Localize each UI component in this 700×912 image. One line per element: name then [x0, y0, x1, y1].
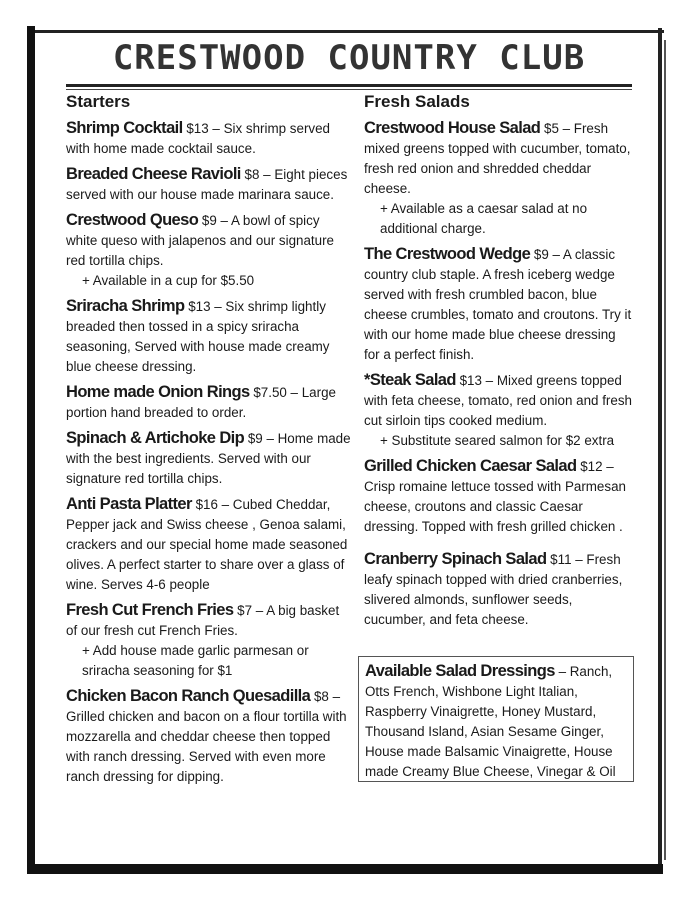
item-name: Anti Pasta Platter — [66, 495, 192, 513]
item-description: $13 – Mixed greens topped with feta cheese, tomato, red onion and fresh cut sirloin tips cooked medium. — [364, 373, 632, 428]
menu-item — [66, 296, 352, 377]
item-description: $9 – A classic country club staple. A fresh iceberg wedge served with fresh crumbled bacon, blue cheese crumbles, tomato and croutons. Try it with our home made blue cheese dressing for a perfect finish. — [364, 247, 632, 362]
item-name: Cranberry Spinach Salad — [364, 550, 547, 568]
item-description: $5 – Fresh mixed greens topped with cucumber, tomato, fresh red onion and shredded cheddar cheese. — [364, 121, 631, 196]
frame-right-border-inner — [664, 40, 666, 860]
starters-heading: Starters — [66, 92, 131, 111]
menu-item — [364, 118, 634, 239]
menu-title: CRESTWOOD COUNTRY CLUB — [112, 38, 586, 78]
item-note: + Add house made garlic parmesan or sriracha seasoning for $1 — [82, 643, 309, 678]
item-name: Crestwood Queso — [66, 211, 199, 229]
item-name: Grilled Chicken Caesar Salad — [364, 457, 577, 475]
menu-item — [66, 494, 352, 595]
item-description: $13 – Six shrimp lightly breaded then tossed in a spicy sriracha seasoning, Served with house made creamy blue cheese dressing. — [66, 299, 330, 374]
item-description: $16 – Cubed Cheddar, Pepper jack and Swiss cheese , Genoa salami, crackers and our special home made seasoned olives. A perfect starter to share over a glass of wine. Serves 4-6 people — [66, 497, 348, 592]
title-rule — [66, 84, 632, 87]
item-name: Chicken Bacon Ranch Quesadilla — [66, 687, 311, 705]
menu-item — [66, 600, 352, 681]
title-rule-thin — [66, 89, 632, 90]
menu-item — [66, 210, 352, 291]
salads-heading: Fresh Salads — [364, 92, 470, 111]
menu-item — [66, 686, 352, 787]
item-description: $13 – Six shrimp served with home made cocktail sauce. — [66, 121, 331, 156]
item-name: Home made Onion Rings — [66, 383, 250, 401]
item-name: Shrimp Cocktail — [66, 119, 183, 137]
item-description: $12 – Crisp romaine lettuce tossed with Parmesan cheese, croutons and classic Caesar dressing. Topped with fresh grilled chicken . — [364, 459, 626, 534]
menu-item — [66, 382, 352, 423]
item-description: $7 – A big basket of our fresh cut French Fries. — [66, 603, 340, 638]
menu-item — [66, 118, 352, 159]
item-note: + Available in a cup for $5.50 — [82, 273, 255, 288]
item-note: + Substitute seared salmon for $2 extra — [380, 433, 615, 448]
frame-bottom-border — [27, 864, 663, 874]
item-name: Crestwood House Salad — [364, 119, 541, 137]
dressings-list: – Ranch, Otts French, Wishbone Light Italian, Raspberry Vinaigrette, Honey Mustard, Thousand Island, Asian Sesame Ginger, House made Balsamic Vinaigrette, House made Creamy Blue Cheese, Vinegar & Oil — [365, 664, 616, 779]
item-name: *Steak Salad — [364, 371, 456, 389]
item-description: $8 – Eight pieces served with our house made marinara sauce. — [66, 167, 348, 202]
salads-column — [364, 92, 634, 635]
item-description: $9 – Home made with the best ingredients. Served with our signature red tortilla chips. — [66, 431, 351, 486]
menu-item — [66, 164, 352, 205]
dressings-title: Available Salad Dressings — [365, 662, 555, 680]
frame-left-border — [27, 26, 35, 874]
item-description: $9 – A bowl of spicy white queso with jalapenos and our signature red tortilla chips. — [66, 213, 334, 268]
menu-item — [364, 456, 634, 537]
item-description: $8 – Grilled chicken and bacon on a flour tortilla with mozzarella and cheddar cheese then topped with ranch dressing. Served with even more ranch dressing for dipping. — [66, 689, 347, 784]
item-name: The Crestwood Wedge — [364, 245, 531, 263]
frame-right-border — [658, 28, 662, 868]
starters-column — [66, 92, 352, 792]
item-description: $7.50 – Large portion hand breaded to order. — [66, 385, 336, 420]
menu-item — [364, 370, 634, 451]
item-name: Breaded Cheese Ravioli — [66, 165, 241, 183]
menu-item — [364, 549, 634, 630]
menu-item — [364, 244, 634, 365]
item-description: $11 – Fresh leafy spinach topped with dried cranberries, slivered almonds, sunflower seeds, cucumber, and feta cheese. — [364, 552, 623, 627]
frame-top-border — [34, 30, 664, 33]
item-name: Spinach & Artichoke Dip — [66, 429, 245, 447]
item-name: Sriracha Shrimp — [66, 297, 185, 315]
item-name: Fresh Cut French Fries — [66, 601, 234, 619]
item-note: + Available as a caesar salad at no additional charge. — [380, 201, 588, 236]
menu-item — [66, 428, 352, 489]
salad-dressings-box — [358, 656, 634, 782]
